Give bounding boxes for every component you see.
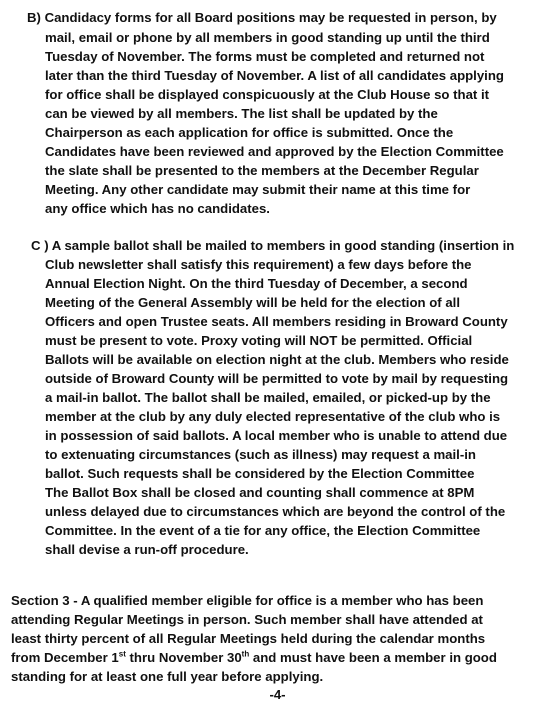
section-c-line: shall devise a run-off procedure. — [45, 542, 249, 557]
section-c-line: Committee. In the event of a tie for any office, the Election Committee — [45, 523, 481, 538]
section-3-line: Section 3 - A qualified member eligible for office is a member who has been — [11, 593, 484, 608]
section-c-line: Club newsletter shall satisfy this requirement) a few days before the — [45, 257, 472, 272]
section-c-line: Meeting of the General Assembly will be held for the election of all — [45, 295, 460, 310]
section-b-line: for office shall be displayed conspicuously at the Club House so that it — [45, 87, 490, 102]
section-c-line: a mail-in ballot. The ballot shall be mailed, emailed, or picked-up by the — [45, 390, 491, 405]
section-b-line: mail, email or phone by all members in good standing up until the third — [45, 30, 490, 45]
section-3-text: and must have been a member in good — [249, 650, 497, 665]
section-c-line: must be present to vote. Proxy voting will NOT be permitted. Official — [45, 333, 473, 348]
section-c-line: outside of Broward County will be permitted to vote by mail by requesting — [45, 371, 509, 386]
section-b-line: Candidates have been reviewed and approved by the Election Committee — [45, 144, 504, 159]
section-b-line: can be viewed by all members. The list shall be updated by the — [45, 106, 438, 121]
section-c-line: member at the club by any duly elected representative of the club who is — [45, 409, 501, 424]
section-c-line: Officers and open Trustee seats. All members residing in Broward County — [45, 314, 508, 329]
section-c-line: to extenuating circumstances (such as illness) may request a mail-in — [45, 447, 476, 462]
section-c-line: in possession of said ballots. A local member who is unable to attend due — [45, 428, 508, 443]
section-3-line — [11, 648, 497, 667]
section-c-line: ballot. Such requests shall be considered by the Election Committee — [45, 466, 475, 481]
section-c-line: unless delayed due to circumstances which are beyond the control of the — [45, 504, 506, 519]
page-number: -4- — [269, 687, 286, 702]
section-b-line: later than the third Tuesday of November. A list of all candidates applying — [45, 68, 504, 83]
section-c-line: C ) A sample ballot shall be mailed to members in good standing (insertion in — [31, 238, 515, 253]
section-b-line: any office which has no candidates. — [45, 201, 270, 216]
section-b-line: the slate shall be presented to the members at the December Regular — [45, 163, 479, 178]
ordinal-suffix: th — [241, 649, 250, 659]
section-3-line: attending Regular Meetings in person. Such member shall have attended at — [11, 612, 483, 627]
section-b-line: Meeting. Any other candidate may submit their name at this time for — [45, 182, 471, 197]
section-3-text: from December 1 — [11, 650, 119, 665]
ordinal-suffix: st — [118, 649, 126, 659]
section-3-text: thru November 30 — [125, 650, 242, 665]
section-b-line: Tuesday of November. The forms must be completed and returned not — [45, 49, 485, 64]
section-3-line: standing for at least one full year before applying. — [11, 669, 324, 684]
section-c-line: Ballots will be available on election night at the club. Members who reside — [45, 352, 509, 367]
section-b-line: Chairperson as each application for office is submitted. Once the — [45, 125, 454, 140]
section-b-line: B) Candidacy forms for all Board positions may be requested in person, by — [27, 10, 497, 25]
section-c-line: The Ballot Box shall be closed and counting shall commence at 8PM — [45, 485, 475, 500]
section-c-line: Annual Election Night. On the third Tuesday of December, a second — [45, 276, 468, 291]
section-3-line: least thirty percent of all Regular Meetings held during the calendar months — [11, 631, 486, 646]
